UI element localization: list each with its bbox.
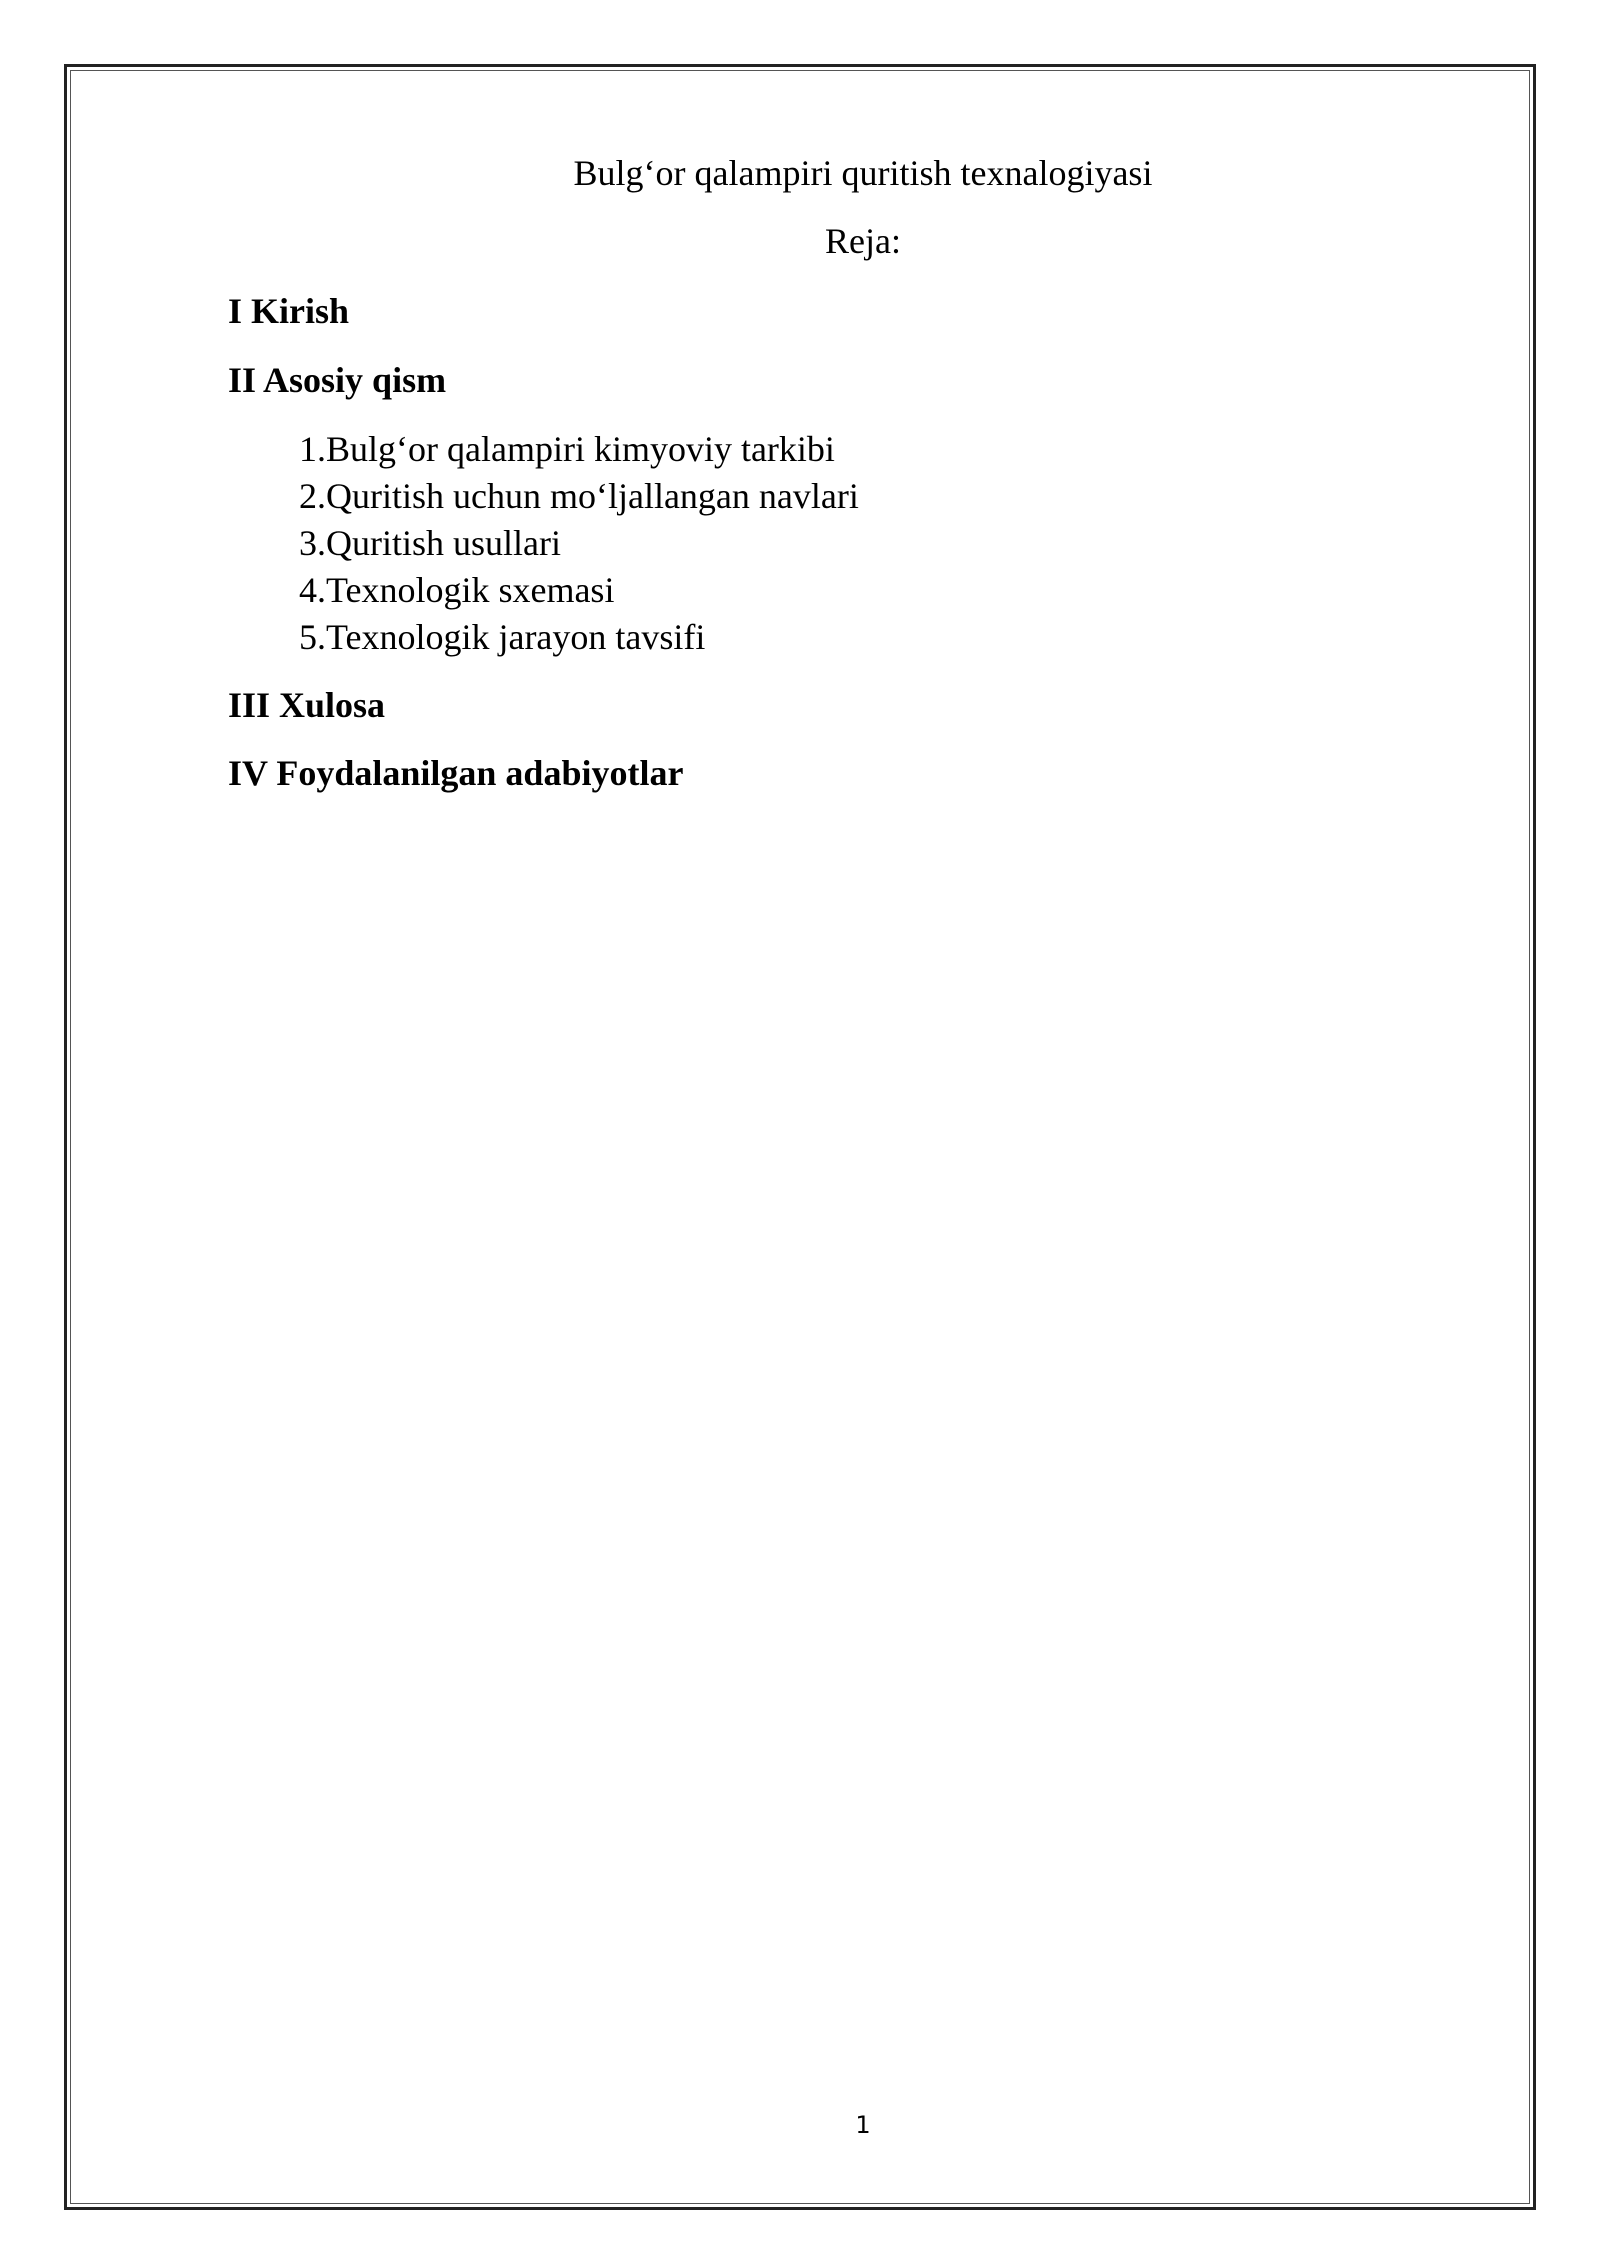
list-item-number: 4. xyxy=(299,570,326,610)
list-item-number: 2. xyxy=(299,476,326,516)
plan-label: Reja: xyxy=(825,221,901,261)
section-heading-adabiyotlar: IV Foydalanilgan adabiyotlar xyxy=(228,753,684,793)
document-title: Bulg‘or qalampiri quritish texnalogiyasi xyxy=(573,153,1153,193)
section-heading-kirish: I Kirish xyxy=(228,291,350,331)
section-heading-asosiy: II Asosiy qism xyxy=(228,360,447,400)
main-part-list xyxy=(228,426,859,661)
list-item-text: Texnologik jarayon tavsifi xyxy=(326,617,706,657)
list-item-text: Quritish usullari xyxy=(326,523,561,563)
list-item-text: Texnologik sxemasi xyxy=(326,570,615,610)
section-heading-xulosa: III Xulosa xyxy=(228,685,386,725)
list-item-number: 5. xyxy=(299,617,326,657)
list-item-number: 1. xyxy=(299,429,326,469)
page-number: 1 xyxy=(855,2111,871,2139)
list-item xyxy=(228,614,706,661)
list-item-text: Quritish uchun mo‘ljallangan navlari xyxy=(326,476,859,516)
list-item xyxy=(228,426,835,473)
list-item xyxy=(228,520,561,567)
list-item-number: 3. xyxy=(299,523,326,563)
list-item xyxy=(228,567,615,614)
list-item-text: Bulg‘or qalampiri kimyoviy tarkibi xyxy=(326,429,835,469)
list-item xyxy=(228,473,859,520)
